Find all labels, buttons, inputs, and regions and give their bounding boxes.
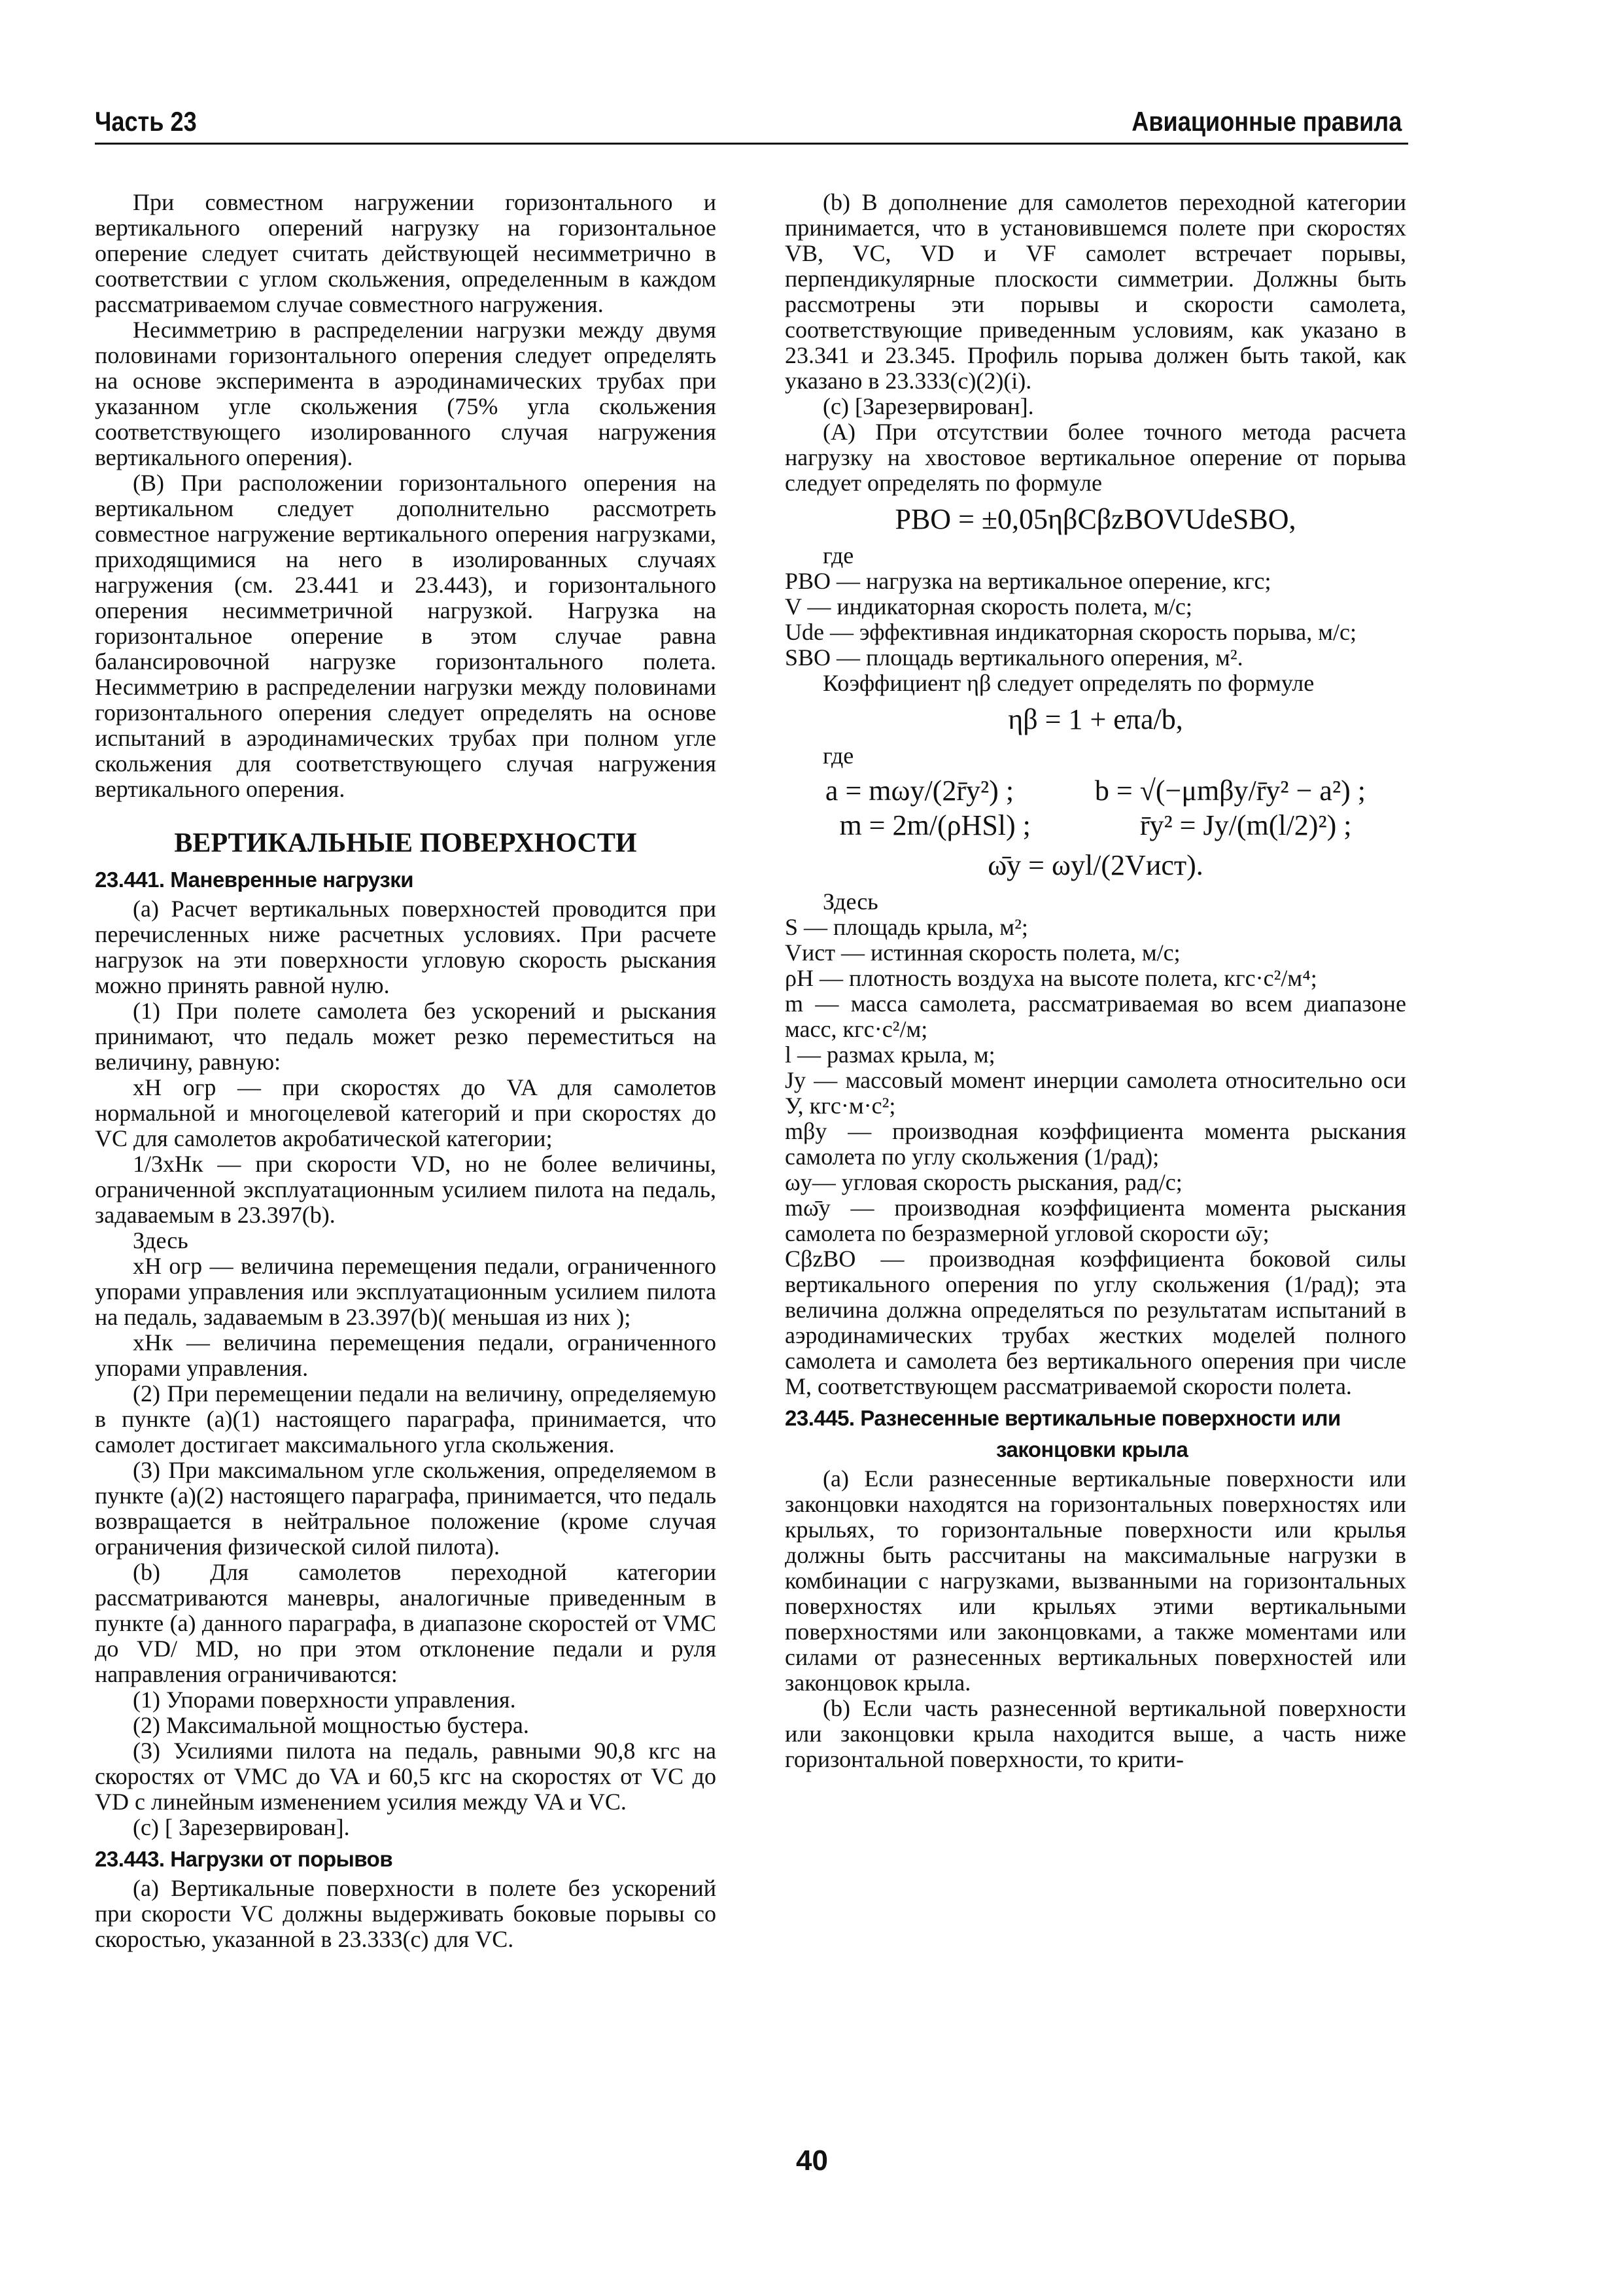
- paragraph: (b) Для самолетов переходной категории рассматриваются маневры, аналогичные приведенным в пункте (a) данного параграфа, в диапазоне скоростей от VMC до VD/ MD, но при этом отклонение педали и руля направления ограничиваются:: [95, 1559, 716, 1687]
- definition: Ude — эффективная индикаторная скорость порыва, м/с;: [785, 619, 1357, 645]
- paragraph: (b) В дополнение для самолетов переходной категории принимается, что в установившемся полете при скоростях VB, VC, VD и VF самолет встречает порывы, перпендикулярные плоскости симметрии. Должны быть рассмотрены эти порывы и скорости самолета, соответствующие приведенным условиям, как указано в 23.341 и 23.345. Профиль порыва должен быть такой, как указано в 23.333(c)(2)(i).: [785, 189, 1406, 394]
- left-column: [95, 190, 716, 1952]
- paragraph: Здесь: [823, 888, 878, 915]
- paragraph: Несимметрию в распределении нагрузки между двумя половинами горизонтального оперения следует определять на основе эксперимента в аэродинамических трубах при указанном угле скольжения (75% угла скольжения соответствующего изолированного случая нагружения вертикального оперения).: [95, 317, 716, 470]
- paragraph: (c) [Зарезервирован].: [823, 393, 1034, 419]
- running-header-part: Часть 23: [95, 106, 197, 137]
- formula-r: r̄y² = Jy/(m(l/2)²) ;: [1139, 809, 1352, 841]
- definition: xН огр — величина перемещения педали, ограниченного упорами управления или эксплуатационным усилием пилота на педаль, задаваемым в 23.397(b)( меньшая из них );: [95, 1253, 716, 1330]
- header-rule: [95, 143, 1408, 145]
- definition: mω̄y — производная коэффициента момента рыскания самолета по безразмерной угловой скорости ω̄y;: [785, 1195, 1406, 1246]
- definition: PВО — нагрузка на вертикальное оперение, кгс;: [785, 568, 1271, 594]
- definition: xНк — величина перемещения педали, ограниченного упорами управления.: [95, 1329, 716, 1381]
- paragraph: (1) При полете самолета без ускорений и рыскания принимают, что педаль может резко переместиться на величину, равную:: [95, 998, 716, 1075]
- paragraph: (В) При расположении горизонтального оперения на вертикальном следует дополнительно рассмотреть совместное нагружение вертикального оперения нагрузками, приходящимися на него в изолированных случаях нагружения (см. 23.441 и 23.443), и горизонтального оперения несимметричной нагрузкой. Нагрузка на горизонтальное оперение в этом случае равна балансировочной нагрузке горизонтального полета. Несимметрию в распределении нагрузки между половинами горизонтального оперения следует определять на основе испытаний в аэродинамических трубах при полном угле скольжения для соответствующего случая нагружения вертикального оперения.: [95, 470, 716, 802]
- formula-eta-beta: ηβ = 1 + eπa/b,: [1008, 703, 1183, 735]
- clause-heading-23-443: 23.443. Нагрузки от порывов: [95, 1847, 393, 1871]
- formula-gust-load: PВО = ±0,05ηβCβzВОVUdeSВО,: [895, 503, 1296, 535]
- paragraph: (A) При отсутствии более точного метода расчета нагрузку на хвостовое вертикальное оперение от порыва следует определять по формуле: [785, 419, 1406, 496]
- definition: V — индикаторная скорость полета, м/с;: [785, 593, 1192, 620]
- definition: l — размах крыла, м;: [785, 1042, 995, 1068]
- definition: m — масса самолета, рассматриваемая во всем диапазоне масс, кгс·с²/м;: [785, 990, 1406, 1042]
- definition: ρН — плотность воздуха на высоте полета, кгс·с²/м⁴;: [785, 965, 1317, 991]
- paragraph: (b) Если часть разнесенной вертикальной поверхности или законцовки крыла находится выше, а часть ниже горизонтальной поверхности, то крити-: [785, 1695, 1406, 1772]
- paragraph: При совместном нагружении горизонтального и вертикального оперений нагрузку на горизонтальное оперение следует считать действующей несимметрично в соответствии с углом скольжения, определенным в каждом рассматриваемом случае совместного нагружения.: [95, 189, 716, 317]
- clause-heading-23-441: 23.441. Маневренные нагрузки: [95, 867, 414, 892]
- definition: SВО — площадь вертикального оперения, м².: [785, 644, 1243, 671]
- formula-omega: ω̄y = ωyl/(2Vист).: [988, 849, 1203, 881]
- paragraph: 1/3xНк — при скорости VD, но не более величины, ограниченной эксплуатационным усилием пилота на педаль, задаваемым в 23.397(b).: [95, 1151, 716, 1228]
- formula-row-m-r: [785, 809, 1406, 841]
- paragraph: Здесь: [133, 1227, 188, 1253]
- clause-heading-23-445: 23.445. Разнесенные вертикальные поверхности или: [785, 1406, 1341, 1430]
- paragraph: (2) При перемещении педали на величину, определяемую в пункте (a)(1) настоящего параграфа, принимается, что самолет достигает максимального угла скольжения.: [95, 1380, 716, 1458]
- paragraph: (3) При максимальном угле скольжения, определяемом в пункте (a)(2) настоящего параграфа, принимается, что педаль возвращается в нейтральное положение (кроме случая ограничения физической силой пилота).: [95, 1457, 716, 1560]
- paragraph: (2) Максимальной мощностью бустера.: [133, 1712, 529, 1738]
- paragraph: где: [823, 743, 854, 769]
- paragraph: где: [823, 542, 854, 569]
- definition: ωy— угловая скорость рыскания, рад/с;: [785, 1169, 1183, 1195]
- paragraph: (a) Расчет вертикальных поверхностей проводится при перечисленных ниже расчетных условиях. При расчете нагрузок на эти поверхности угловую скорость рыскания можно принять равной нулю.: [95, 896, 716, 998]
- paragraph: xН огр — при скоростях до VA для самолетов нормальной и многоцелевой категорий и при скоростях до VC для самолетов акробатической категории;: [95, 1074, 716, 1151]
- formula-m: m = 2m/(ρНSl) ;: [839, 809, 1031, 841]
- formula-a: a = mωy/(2r̄y²) ;: [825, 775, 1014, 807]
- paragraph: Коэффициент ηβ следует определять по формуле: [823, 670, 1315, 696]
- formula-b: b = √(−μmβy/r̄y² − a²) ;: [1094, 775, 1366, 807]
- page-number: 40: [796, 2145, 828, 2177]
- definition: mβy — производная коэффициента момента рыскания самолета по углу скольжения (1/рад);: [785, 1118, 1406, 1170]
- paragraph: (a) Вертикальные поверхности в полете без ускорений при скорости VC должны выдерживать боковые порывы со скоростью, указанной в 23.333(c) для VC.: [95, 1875, 716, 1952]
- formula-row-a-b: [785, 775, 1406, 807]
- definition: Vист — истинная скорость полета, м/с;: [785, 939, 1181, 966]
- paragraph: (a) Если разнесенные вертикальные поверхности или законцовки находятся на горизонтальных поверхностях или крыльях, то горизонтальные поверхности или крылья должны быть рассчитаны на максимальные нагрузки в комбинации с нагрузками, вызванными на горизонтальных поверхностях или крыльях этими вертикальными поверхностями или законцовками, а также моментами или силами от разнесенных вертикальных поверхностей или законцовок крыла.: [785, 1465, 1406, 1696]
- definition: S — площадь крыла, м²;: [785, 914, 1028, 940]
- section-heading: ВЕРТИКАЛЬНЫЕ ПОВЕРХНОСТИ: [174, 828, 637, 858]
- paragraph: (1) Упорами поверхности управления.: [133, 1687, 516, 1713]
- paragraph: (3) Усилиями пилота на педаль, равными 90,8 кгс на скоростях от VMC до VA и 60,5 кгс на скоростях от VC до VD с линейным изменением усилия между VA и VC.: [95, 1738, 716, 1815]
- right-column: [785, 190, 1406, 1772]
- definition: Jy — массовый момент инерции самолета относительно оси У, кгс·м·с²;: [785, 1067, 1406, 1119]
- running-header-title: Авиационные правила: [1131, 106, 1402, 137]
- clause-heading-23-445-cont: законцовки крыла: [996, 1437, 1188, 1462]
- paragraph: (c) [ Зарезервирован].: [133, 1814, 350, 1840]
- definition: CβzВО — производная коэффициента боковой силы вертикального оперения по углу скольжения (1/рад); эта величина должна определяться по результатам испытаний в аэродинамических трубах жестких моделей полного самолета и самолета без вертикального оперения при числе М, соответствующем рассматриваемой скорости полета.: [785, 1246, 1406, 1399]
